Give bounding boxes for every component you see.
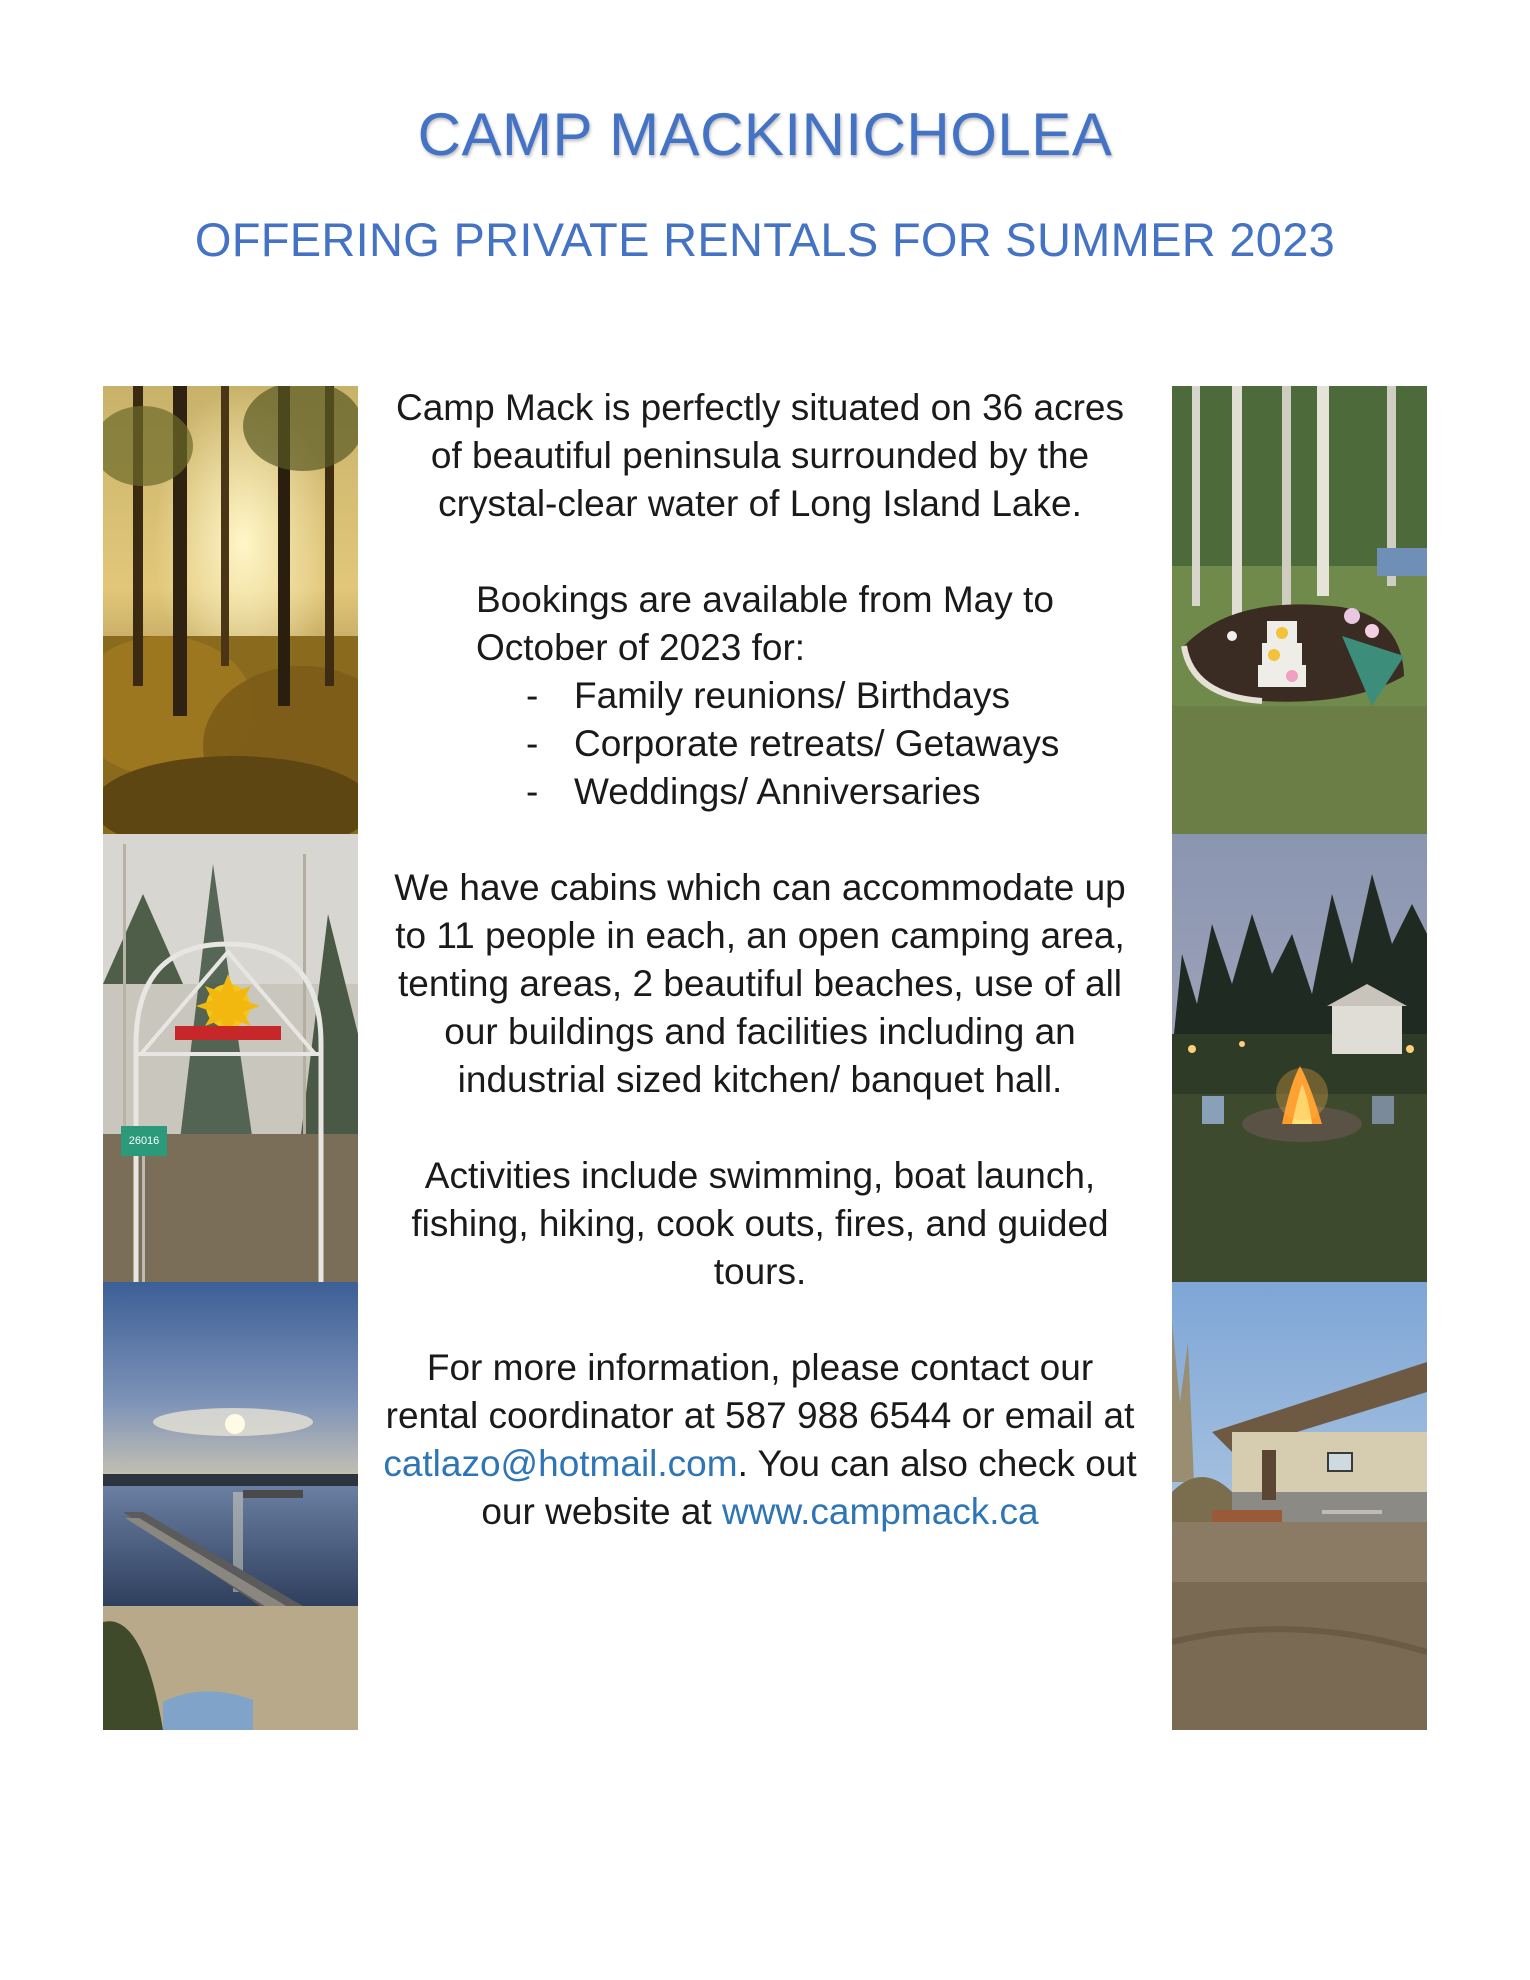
bookings-lead: Bookings are available from May to October of 2023 for: [476,579,1054,668]
photo-forest-sunset [103,386,358,834]
bookings-section [380,576,1140,816]
list-item: - Corporate retreats/ Getaways [476,720,1140,768]
body-text [380,384,1140,1536]
intro-paragraph: Camp Mack is perfectly situated on 36 acres of beautiful peninsula surrounded by the crystal-clear water of Long Island Lake. [396,387,1124,524]
bookings-list [476,672,1140,816]
sign-number: 26016 [128,1135,160,1147]
list-item: - Family reunions/ Birthdays [476,672,1140,720]
website-link[interactable]: www.campmack.ca [722,1491,1039,1532]
facilities-paragraph: We have cabins which can accommodate up to 11 people in each, an open camping area, tenting areas, 2 beautiful beaches, use of all our buildings and facilities including an industrial sized kitchen/ banquet hall. [394,867,1126,1100]
bullet-dash: - [526,675,539,716]
photo-flower-garden [1172,386,1427,834]
email-link[interactable]: catlazo@hotmail.com [383,1443,738,1484]
contact-paragraph: For more information, please contact our rental coordinator at 587 988 6544 or email at catlazo@hotmail.com. You can also check out our website at www.campmack.ca [383,1347,1137,1532]
page-title: CAMP MACKINICHOLEA [417,101,1113,168]
photo-entrance-sign [103,834,358,1282]
bullet-dash: - [526,771,539,812]
photo-campfire [1172,834,1427,1282]
photo-lake-dock [103,1282,358,1730]
bullet-dash: - [526,723,539,764]
photo-cabin-building [1172,1282,1427,1730]
page-subtitle: OFFERING PRIVATE RENTALS FOR SUMMER 2023 [194,213,1336,266]
list-item: - Weddings/ Anniversaries [476,768,1140,816]
activities-paragraph: Activities include swimming, boat launch, fishing, hiking, cook outs, fires, and guided tours. [411,1155,1109,1292]
